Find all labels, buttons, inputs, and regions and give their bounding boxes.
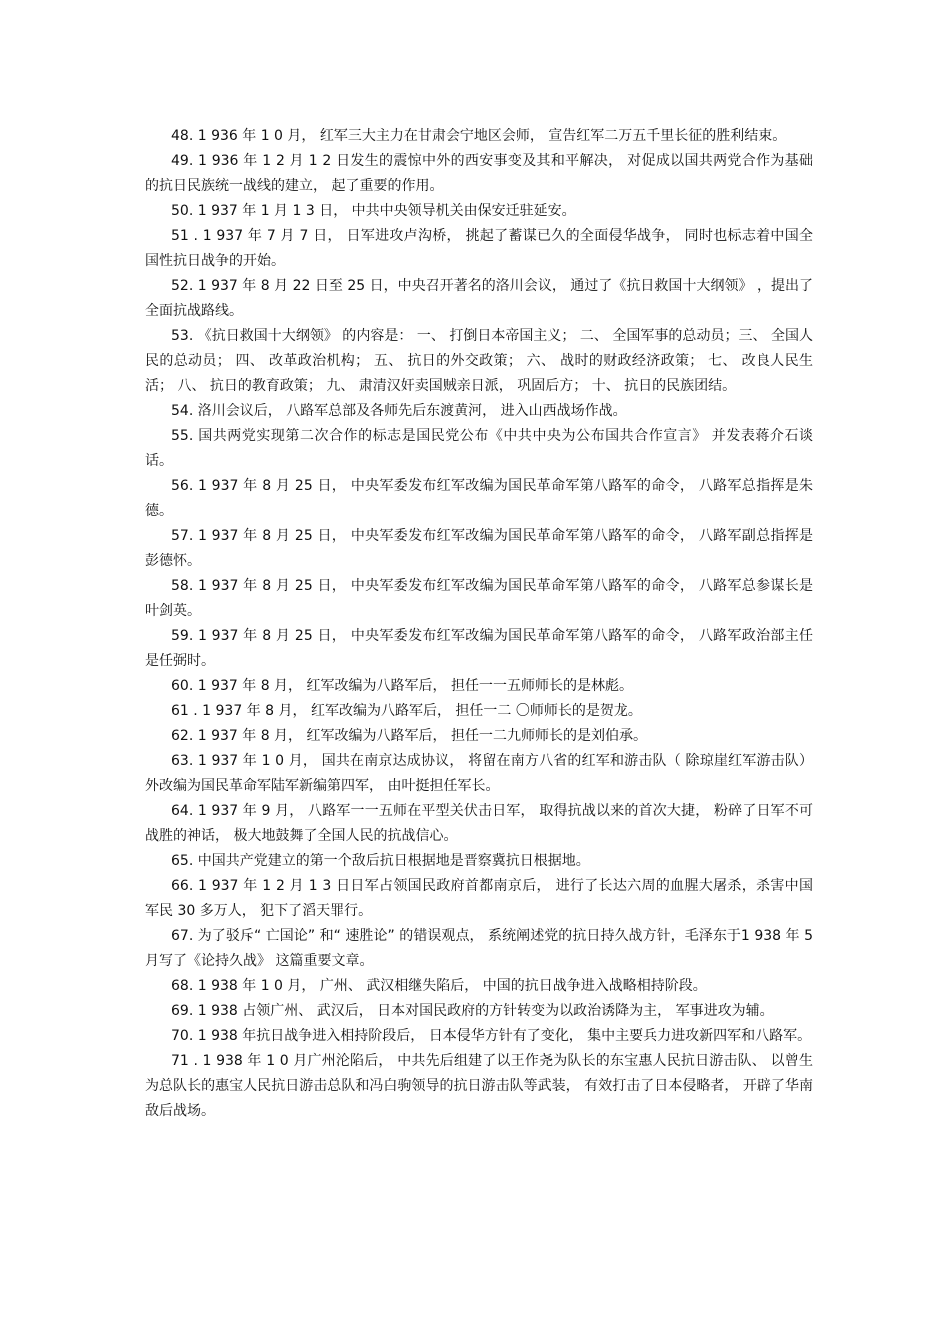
list-item: 62. 1 937 年 8 月， 红军改编为八路军后， 担任一二九师师长的是刘伯承。 [171,728,647,744]
list-item: 58. 1 937 年 8 月 25 日， 中央军委发布红军改编为国民革命军第八路军的命令， 八路军总参谋长是叶剑英。 [145,578,813,619]
list-item: 55. 国共两党实现第二次合作的标志是国民党公布《中共中央为公布国共合作宣言》 并发表蒋介石谈话。 [145,428,813,469]
list-item: 50. 1 937 年 1 月 1 3 日， 中共中央领导机关由保安迁驻延安。 [171,203,576,219]
list-item: 49. 1 936 年 1 2 月 1 2 日发生的震惊中外的西安事变及其和平解决， 对促成以国共两党合作为基础的抗日民族统一战线的建立， 起了重要的作用。 [145,153,813,194]
list-item: 54. 洛川会议后， 八路军总部及各师先后东渡黄河， 进入山西战场作战。 [171,403,627,419]
list-item: 67. 为了驳斥“ 亡国论” 和“ 速胜论” 的错误观点， 系统阐述党的抗日持久战方针，毛泽东于1 938 年 5 月写了《论持久战》 这篇重要文章。 [145,928,813,969]
list-item: 64. 1 937 年 9 月， 八路军一一五师在平型关伏击日军， 取得抗战以来的首次大捷， 粉碎了日军不可战胜的神话， 极大地鼓舞了全国人民的抗战信心。 [145,803,813,844]
list-item: 70. 1 938 年抗日战争进入相持阶段后， 日本侵华方针有了变化， 集中主要兵力进攻新四军和八路军。 [171,1028,812,1044]
list-item: 59. 1 937 年 8 月 25 日， 中央军委发布红军改编为国民革命军第八路军的命令， 八路军政治部主任是任弼时。 [145,628,813,669]
list-item: 66. 1 937 年 1 2 月 1 3 日日军占领国民政府首都南京后， 进行了长达六周的血腥大屠杀，杀害中国军民 30 多万人， 犯下了滔天罪行。 [145,878,813,919]
list-item: 69. 1 938 占领广州、 武汉后， 日本对国民政府的方针转变为以政治诱降为主， 军事进攻为辅。 [171,1003,774,1019]
list-item: 57. 1 937 年 8 月 25 日， 中央军委发布红军改编为国民革命军第八路军的命令， 八路军副总指挥是彭德怀。 [145,528,813,569]
list-item: 61 . 1 937 年 8 月， 红军改编为八路军后， 担任一二 〇师师长的是贺龙。 [171,703,642,719]
list-item: 60. 1 937 年 8 月， 红军改编为八路军后， 担任一一五师师长的是林彪。 [171,678,633,694]
document-body [145,124,813,1124]
list-item: 71 . 1 938 年 1 0 月广州沦陷后， 中共先后组建了以王作尧为队长的东宝惠人民抗日游击队、 以曾生为总队长的惠宝人民抗日游击总队和冯白驹领导的抗日游击队等武装， 有效打击了日本侵略者， 开辟了华南敌后战场。 [145,1053,813,1119]
list-item: 51 . 1 937 年 7 月 7 日， 日军进攻卢沟桥， 挑起了蓄谋已久的全面侵华战争， 同时也标志着中国全国性抗日战争的开始。 [145,228,813,269]
list-item: 65. 中国共产党建立的第一个敌后抗日根据地是晋察冀抗日根据地。 [171,853,590,869]
list-item: 48. 1 936 年 1 0 月， 红军三大主力在甘肃会宁地区会师， 宣告红军二万五千里长征的胜利结束。 [171,128,787,144]
list-item: 53. 《抗日救国十大纲领》 的内容是： 一、 打倒日本帝国主义； 二、 全国军事的总动员；三、 全国人民的总动员； 四、 改革政治机构； 五、 抗日的外交政策； 六、 战时的财政经济政策； 七、 改良人民生活； 八、 抗日的教育政策； 九、 肃清汉奸卖国贼亲日派， 巩固后方； 十、 抗日的民族团结。 [145,328,813,394]
list-item: 68. 1 938 年 1 0 月， 广州、 武汉相继失陷后， 中国的抗日战争进入战略相持阶段。 [171,978,707,994]
list-item: 52. 1 937 年 8 月 22 日至 25 日，中央召开著名的洛川会议， 通过了《抗日救国十大纲领》 ，提出了全面抗战路线。 [145,278,813,319]
list-item: 56. 1 937 年 8 月 25 日， 中央军委发布红军改编为国民革命军第八路军的命令， 八路军总指挥是朱德。 [145,478,813,519]
list-item: 63. 1 937 年 1 0 月， 国共在南京达成协议， 将留在南方八省的红军和游击队（ 除琼崖红军游击队） 外改编为国民革命军陆军新编第四军， 由叶挺担任军长。 [145,753,813,794]
